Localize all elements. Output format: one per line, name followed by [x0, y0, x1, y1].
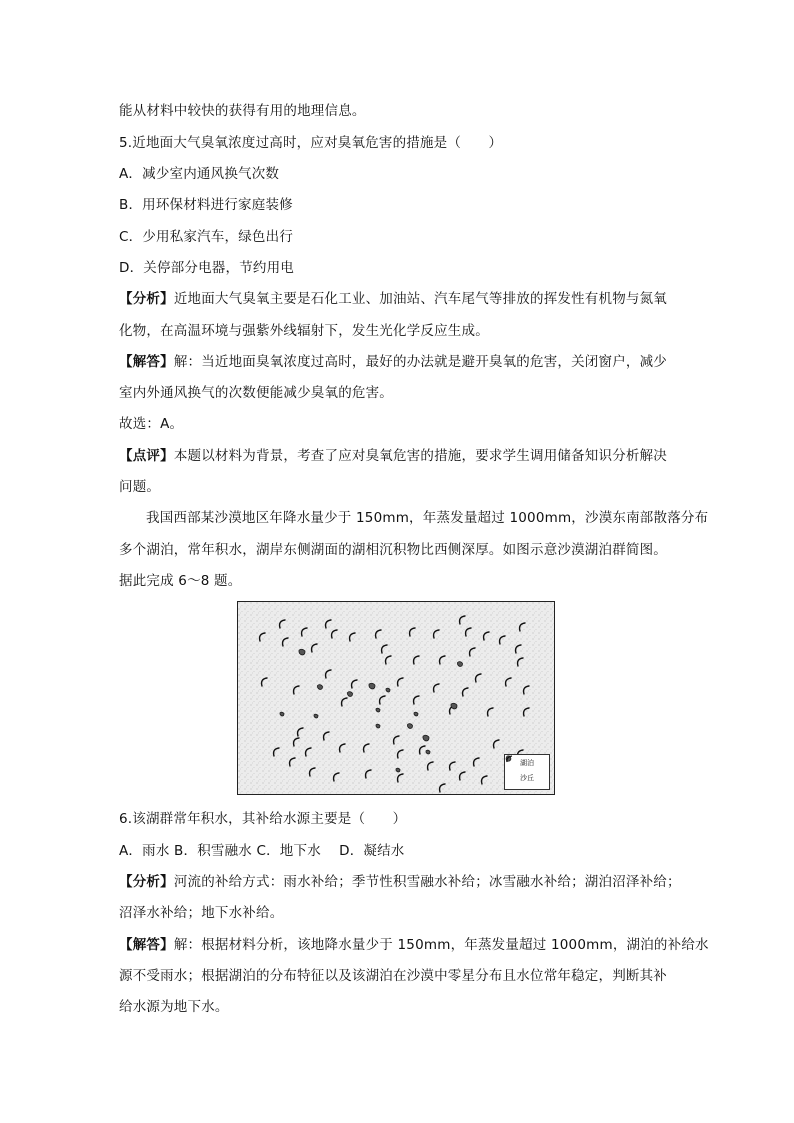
legend-dune-label: 沙丘 — [520, 773, 534, 782]
analysis-tag: 【分析】 — [119, 291, 174, 307]
lake-symbol — [457, 662, 462, 667]
option-5d: D．关停部分电器，节约用电 — [119, 260, 294, 276]
option-5b: B．用环保材料进行家庭装修 — [119, 197, 293, 213]
comment-5-line-2: 问题。 — [119, 479, 161, 495]
legend-row-dune — [505, 770, 549, 785]
lake-symbol — [426, 750, 430, 754]
choice-5: 故选：A。 — [119, 416, 184, 432]
lake-symbol — [376, 708, 380, 712]
answer-5-line-2: 室内外通风换气的次数便能减少臭氧的危害。 — [119, 385, 393, 401]
option-5a: A．减少室内通风换气次数 — [119, 166, 280, 182]
analysis-5-line-2: 化物，在高温环境与强紫外线辐射下，发生光化学反应生成。 — [119, 323, 489, 339]
answer-tag: 【解答】 — [119, 354, 174, 370]
desert-lake-map — [237, 601, 555, 795]
answer-text: 解：当近地面臭氧浓度过高时，最好的办法就是避开臭氧的危害，关闭窗户，减少 — [173, 354, 668, 370]
question-5: 5.近地面大气臭氧浓度过高时，应对臭氧危害的措施是（ ） — [119, 135, 503, 151]
answer-5-line-1 — [119, 352, 667, 372]
lake-symbol — [317, 685, 322, 690]
lake-symbol — [314, 714, 318, 718]
analysis-text: 河流的补给方式：雨水补给；季节性积雪融水补给；冰雪融水补给；湖泊沼泽补给； — [173, 874, 681, 890]
analysis-6-line-1 — [119, 872, 681, 892]
options-6: A．雨水 B．积雪融水 C．地下水 D．凝结水 — [119, 843, 405, 859]
lake-symbol — [369, 683, 375, 689]
comment-5-line-1 — [119, 446, 667, 466]
analysis-6-line-2: 沼泽水补给；地下水补给。 — [119, 905, 284, 921]
answer-text: 解：根据材料分析，该地降水量少于 150mm，年蒸发量超过 1000mm，湖泊的补给水 — [173, 937, 709, 953]
comment-text: 本题以材料为背景，考查了应对臭氧危害的措施，要求学生调用储备知识分析解决 — [173, 448, 668, 464]
comment-tag: 【点评】 — [119, 448, 174, 464]
answer-6-line-3: 给水源为地下水。 — [119, 999, 229, 1015]
lake-symbol — [414, 712, 418, 716]
question-6: 6.该湖群常年积水，其补给水源主要是（ ） — [119, 811, 407, 827]
lake-symbol — [347, 692, 352, 697]
answer-6-line-2: 源不受雨水；根据湖泊的分布特征以及该湖泊在沙漠中零星分布且水位常年稳定，判断其补 — [119, 968, 667, 984]
answer-6-line-1 — [119, 935, 709, 955]
lake-symbol — [386, 688, 390, 692]
analysis-5-line-1 — [119, 289, 667, 309]
lake-symbol — [396, 768, 400, 772]
option-5c: C．少用私家汽车，绿色出行 — [119, 229, 294, 245]
map-legend — [504, 754, 550, 790]
lake-symbol — [423, 735, 429, 741]
material-line-3: 据此完成 6～8 题。 — [119, 573, 242, 589]
analysis-text: 近地面大气臭氧主要是石化工业、加油站、汽车尾气等排放的挥发性有机物与氮氧 — [173, 291, 668, 307]
legend-lake-label: 湖泊 — [520, 758, 534, 767]
lake-symbol — [407, 724, 412, 729]
analysis-tag: 【分析】 — [119, 874, 174, 890]
answer-tag: 【解答】 — [119, 937, 174, 953]
text-line: 能从材料中较快的获得有用的地理信息。 — [119, 103, 366, 119]
lake-symbol — [376, 724, 380, 728]
lake-symbol — [299, 649, 305, 655]
material-line-2: 多个湖泊，常年积水，湖岸东侧湖面的湖相沉积物比西侧深厚。如图示意沙漠湖泊群简图。 — [119, 542, 667, 558]
material-line-1: 我国西部某沙漠地区年降水量少于 150mm，年蒸发量超过 1000mm，沙漠东南部散落分布 — [146, 510, 709, 526]
lake-symbol — [451, 703, 457, 709]
lake-symbol — [280, 712, 284, 716]
